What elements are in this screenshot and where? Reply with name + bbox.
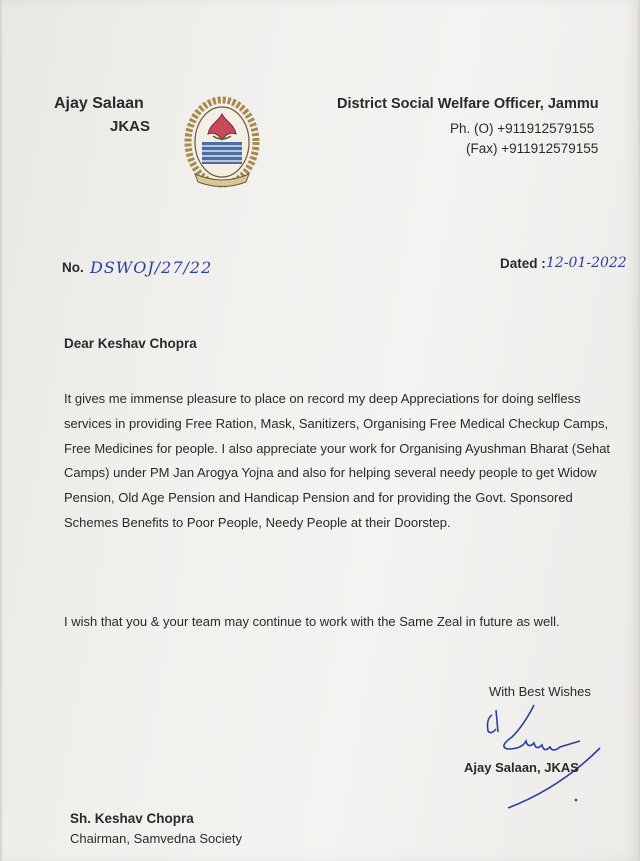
best-wishes: With Best Wishes bbox=[489, 684, 591, 699]
office-title: District Social Welfare Officer, Jammu bbox=[337, 96, 599, 112]
salutation: Dear Keshav Chopra bbox=[64, 336, 197, 351]
dated-value: 12-01-2022 bbox=[546, 255, 627, 271]
signatory-name: Ajay Salaan, JKAS bbox=[464, 760, 579, 775]
fax-number: (Fax) +911912579155 bbox=[466, 141, 599, 156]
sender-rank: JKAS bbox=[110, 118, 151, 135]
recipient-designation: Chairman, Samvedna Society bbox=[70, 831, 242, 846]
jammu-kashmir-emblem-icon bbox=[183, 96, 261, 192]
letter-page bbox=[2, 0, 638, 861]
recipient-name: Sh. Keshav Chopra bbox=[70, 811, 194, 826]
phone-number: Ph. (O) +911912579155 bbox=[450, 121, 595, 136]
letter-body: It gives me immense pleasure to place on record my deep Appreciations for doing selfless services in providing Free Ration, Mask, Sanitizers, Organising Free Medical Checkup Camps, Free Medicines for people. I also appreciate your work for Organising Ayushman Bharat (Sehat Camps) under PM Jan Arogya Yojna and also for helping several needy people to get Widow Pension, Old Age Pension and Handicap Pension and for providing the Govt. Sponsored Schemes Benefits to Poor People, Needy People at their Doorstep. bbox=[64, 391, 611, 530]
reference-no-label: No. bbox=[62, 260, 84, 275]
handwritten-signature-icon bbox=[472, 700, 612, 815]
dated-label: Dated : bbox=[500, 256, 546, 271]
letter-closing: I wish that you & your team may continue to work with the Same Zeal in future as well. bbox=[64, 614, 560, 629]
sender-name: Ajay Salaan bbox=[54, 95, 144, 112]
reference-no-value: DSWOJ/27/22 bbox=[90, 258, 213, 277]
